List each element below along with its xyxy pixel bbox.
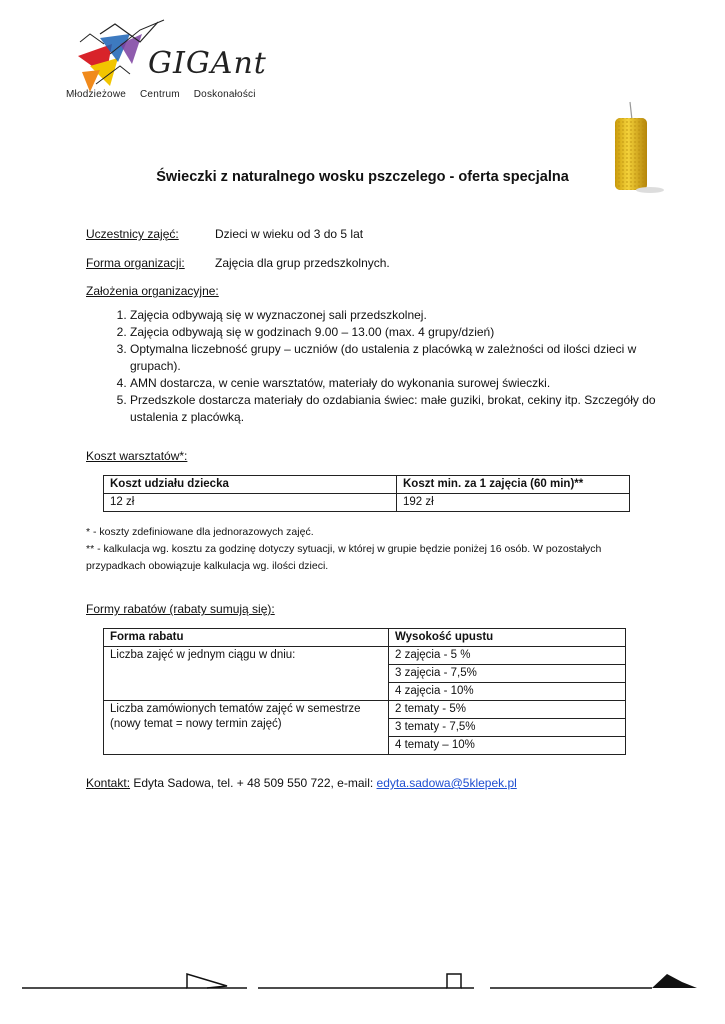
discounts-table [103,628,626,755]
list-item: 4. AMN dostarcza, w cenie warsztatów, materiały do wykonania surowej świeczki. [130,375,690,392]
contact-label: Kontakt: [86,776,131,790]
info-value: Dzieci w wieku od 3 do 5 lat [215,227,364,241]
assumptions-label: Założenia organizacyjne: [86,284,219,298]
table-header: Forma rabatu [104,629,389,647]
table-cell: 4 tematy – 10% [389,737,626,755]
info-participants [86,227,364,241]
cost-table [103,475,630,512]
footnote: * - koszty zdefiniowane dla jednorazowych zajęć. [86,526,314,538]
footnote: ** - kalkulacja wg. kosztu za godzinę dotyczy sytuacji, w której w grupie będzie poniżej 16 osób. W pozostałych przypadkach obowiązuje kalkulacja wg. ilości dzieci. [86,543,602,572]
table-header: Koszt udziału dziecka [104,476,397,494]
info-label: Uczestnicy zajęć: [86,227,179,241]
logo-caption-word: Młodzieżowe [66,89,127,100]
table-row [104,647,626,665]
logo-caption-word: Doskonałości [193,89,256,100]
list-item: 5. Przedszkole dostarcza materiały do ozdabiania świec: małe guziki, brokat, cekiny itp. Szczegóły do ustalenia z placówką. [130,392,690,426]
info-organization [86,256,390,270]
footer-decoration [22,966,712,996]
table-cell: 3 tematy - 7,5% [389,719,626,737]
table-cell: Liczba zamówionych tematów zajęć w semestrze (nowy temat = nowy termin zajęć) [104,701,389,755]
logo-brand: GIGAnt [148,46,267,81]
table-row [104,701,626,719]
cost-label: Koszt warsztatów*: [86,449,188,463]
list-item: 1. Zajęcia odbywają się w wyznaczonej sali przedszkolnej. [130,307,690,324]
list-item: 3. Optymalna liczebność grupy – uczniów (do ustalenia z placówką w zależności od ilości dzieci w grupach). [130,341,690,375]
table-row [104,476,630,494]
table-cell: Liczba zajęć w jednym ciągu w dniu: [104,647,389,701]
info-value: Zajęcia dla grup przedszkolnych. [215,256,390,270]
table-cell: 12 zł [104,494,397,512]
contact-line [86,776,517,790]
table-cell: 192 zł [397,494,630,512]
assumptions-list [86,307,690,426]
info-label: Forma organizacji: [86,256,185,270]
table-header: Wysokość upustu [389,629,626,647]
table-row [104,494,630,512]
table-header: Koszt min. za 1 zajęcia (60 min)** [397,476,630,494]
logo-caption [66,89,270,100]
discounts-label: Formy rabatów (rabaty sumują się): [86,602,275,616]
page-title: Świeczki z naturalnego wosku pszczelego - oferta specjalna [156,169,569,185]
list-item: 2. Zajęcia odbywają się w godzinach 9.00 – 13.00 (max. 4 grupy/dzień) [130,324,690,341]
contact-text: Edyta Sadowa, tel. + 48 509 550 722, e-mail: [130,776,377,790]
footnotes [86,524,646,575]
table-cell: 2 zajęcia - 5 % [389,647,626,665]
table-cell: 4 zajęcia - 10% [389,683,626,701]
contact-email-link[interactable]: edyta.sadowa@5klepek.pl [376,776,517,790]
table-cell: 3 zajęcia - 7,5% [389,665,626,683]
logo-caption-word: Centrum [140,89,180,100]
table-cell: 2 tematy - 5% [389,701,626,719]
table-row [104,629,626,647]
